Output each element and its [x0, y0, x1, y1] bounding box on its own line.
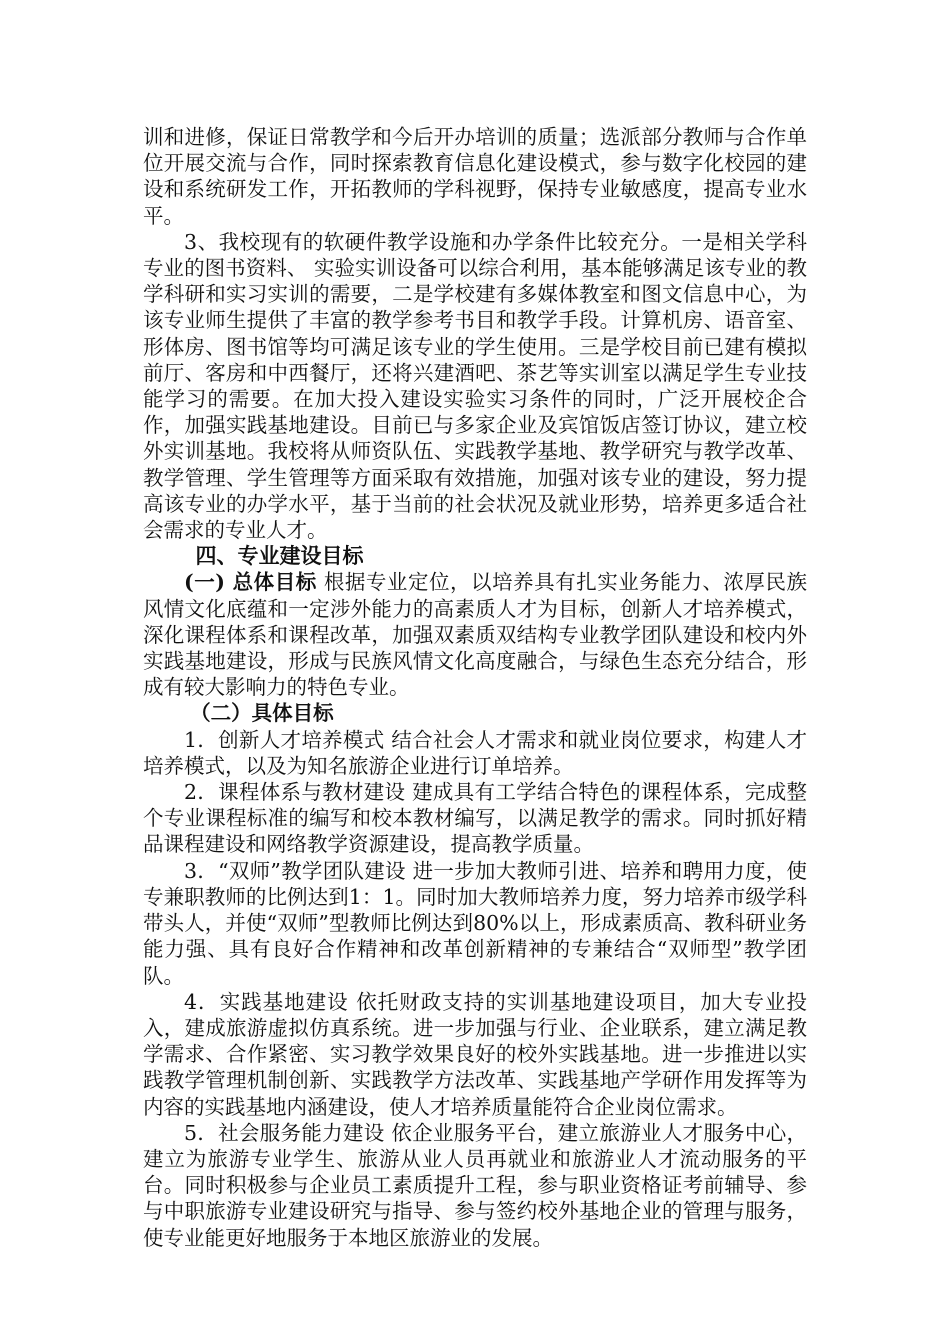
paragraph-teacher-training: 训和进修，保证日常教学和今后开办培训的质量；选派部分教师与合作单位开展交流与合作，同时探索教育信息化建设模式，参与数字化校园的建设和系统研发工作，开拓教师的学科视野，保持专业敏感度，提高专业水平。: [143, 125, 807, 228]
section-heading-goals: 四、专业建设目标: [195, 543, 364, 569]
paragraph-overall-goal: [143, 569, 807, 700]
paragraph-goal-1: 1．创新人才培养模式 结合社会人才需求和就业岗位要求，构建人才培养模式，以及为知名旅游企业进行订单培养。: [143, 727, 807, 778]
overall-goal-text: 根据专业定位，以培养具有扎实业务能力、浓厚民族风情文化底蕴和一定涉外能力的高素质人才为目标，创新人才培养模式，深化课程体系和课程改革，加强双素质双结构专业教学团队建设和校内外实践基地建设，形成与民族风情文化高度融合，与绿色生态充分结合，形成有较大影响力的特色专业。: [143, 570, 807, 700]
paragraph-facilities: 3、我校现有的软硬件教学设施和办学条件比较充分。一是相关学科专业的图书资料、 实验实训设备可以综合利用，基本能够满足该专业的教学科研和实习实训的需要，二是学校建有多媒体教室和图文信息中心，为该专业师生提供了丰富的教学参考书目和教学手段。计算机房、语音室、形体房、图书馆等均可满足该专业的学生使用。三是学校目前已建有模拟前厅、客房和中西餐厅，还将兴建酒吧、茶艺等实训室以满足学生专业技能学习的需要。在加大投入建设实验实习条件的同时，广泛开展校企合作，加强实践基地建设。目前已与多家企业及宾馆饭店签订协议，建立校外实训基地。我校将从师资队伍、实践教学基地、教学研究与教学改革、教学管理、学生管理等方面采取有效措施，加强对该专业的建设，努力提高该专业的办学水平，基于当前的社会状况及就业形势，培养更多适合社会需求的专业人才。: [143, 229, 807, 543]
subheading-specific-goals: （二）具体目标: [190, 701, 334, 726]
overall-goal-label: (一) 总体目标: [184, 570, 317, 595]
paragraph-goal-3: 3．“双师”教学团队建设 进一步加大教师引进、培养和聘用力度，使专兼职教师的比例达到1：1。同时加大教师培养力度，努力培养市级学科带头人，并使“双师”型教师比例达到80%以上，形成素质高、教科研业务能力强、具有良好合作精神和改革创新精神的专兼结合“双师型”教学团队。: [143, 858, 807, 988]
paragraph-goal-4: 4．实践基地建设 依托财政支持的实训基地建设项目，加大专业投入，建成旅游虚拟仿真系统。进一步加强与行业、企业联系，建立满足教学需求、合作紧密、实习教学效果良好的校外实践基地。进一步推进以实践教学管理机制创新、实践教学方法改革、实践基地产学研作用发挥等为内容的实践基地内涵建设，使人才培养质量能符合企业岗位需求。: [143, 989, 807, 1119]
paragraph-goal-2: 2．课程体系与教材建设 建成具有工学结合特色的课程体系，完成整个专业课程标准的编写和校本教材编写，以满足教学的需求。同时抓好精品课程建设和网络教学资源建设，提高教学质量。: [143, 780, 807, 857]
paragraph-goal-5: 5．社会服务能力建设 依企业服务平台，建立旅游业人才服务中心，建立为旅游专业学生、旅游从业人员再就业和旅游业人才流动服务的平台。同时积极参与企业员工素质提升工程，参与职业资格证考前辅导、参与中职旅游专业建设研究与指导、参与签约校外基地企业的管理与服务，使专业能更好地服务于本地区旅游业的发展。: [143, 1120, 807, 1250]
document-page: [143, 124, 807, 1251]
